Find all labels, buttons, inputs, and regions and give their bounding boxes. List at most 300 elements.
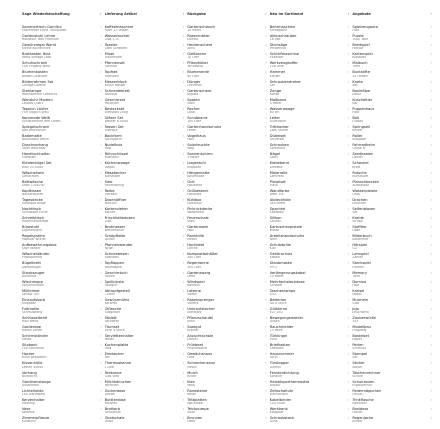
column-header[interactable] xyxy=(187,12,267,24)
list-item[interactable] xyxy=(352,60,432,69)
chevron-right-icon: › xyxy=(430,396,432,402)
list-item[interactable] xyxy=(187,124,267,133)
list-item[interactable] xyxy=(352,260,432,269)
list-item[interactable] xyxy=(187,133,267,142)
list-item[interactable] xyxy=(105,379,185,388)
list-item[interactable] xyxy=(187,160,267,169)
list-item[interactable] xyxy=(352,188,432,197)
list-item[interactable] xyxy=(352,379,432,388)
list-item-name: Hängematte xyxy=(187,170,210,175)
list-item[interactable] xyxy=(187,79,267,88)
list-item[interactable] xyxy=(352,179,432,188)
list-item[interactable] xyxy=(22,370,102,379)
list-item[interactable] xyxy=(187,279,267,288)
list-item[interactable] xyxy=(270,370,350,379)
list-item[interactable] xyxy=(105,415,185,424)
list-item[interactable] xyxy=(352,324,432,333)
list-item[interactable] xyxy=(270,142,350,151)
chevron-right-icon: › xyxy=(430,224,432,230)
list-item[interactable] xyxy=(187,233,267,242)
list-item[interactable] xyxy=(270,388,350,397)
list-item[interactable] xyxy=(22,297,102,306)
list-item-text xyxy=(270,34,297,42)
list-item[interactable] xyxy=(187,69,267,78)
list-item[interactable] xyxy=(187,115,267,124)
list-item[interactable] xyxy=(352,242,432,251)
list-item-subtitle: CD xyxy=(352,247,357,251)
list-item[interactable] xyxy=(187,142,267,151)
chevron-right-icon: › xyxy=(100,151,102,157)
list-item-text xyxy=(352,234,371,242)
list-item-name: Ball xyxy=(352,115,360,120)
list-item[interactable] xyxy=(187,306,267,315)
list-item[interactable] xyxy=(22,279,102,288)
list-item[interactable] xyxy=(187,388,267,397)
list-item[interactable] xyxy=(187,297,267,306)
list-item[interactable] xyxy=(270,97,350,106)
list-item[interactable] xyxy=(187,406,267,415)
list-item-subtitle: Bauernhof xyxy=(352,238,369,242)
list-item[interactable] xyxy=(22,179,102,188)
list-item[interactable] xyxy=(187,370,267,379)
list-item[interactable] xyxy=(105,115,185,124)
list-item-text xyxy=(187,343,207,351)
list-item[interactable] xyxy=(187,33,267,42)
list-item[interactable] xyxy=(105,333,185,342)
list-item[interactable] xyxy=(270,133,350,142)
list-item[interactable] xyxy=(22,224,102,233)
list-item[interactable] xyxy=(22,215,102,224)
list-item[interactable] xyxy=(352,124,432,133)
list-item[interactable] xyxy=(187,51,267,60)
list-item[interactable] xyxy=(270,206,350,215)
list-item-text xyxy=(187,398,207,406)
list-item[interactable] xyxy=(22,270,102,279)
column-header[interactable] xyxy=(22,12,102,24)
column-5 xyxy=(352,12,432,424)
list-item[interactable] xyxy=(270,124,350,133)
chevron-right-icon: › xyxy=(100,124,102,130)
list-item[interactable] xyxy=(352,69,432,78)
list-item[interactable] xyxy=(187,197,267,206)
list-item[interactable] xyxy=(22,42,102,51)
list-item[interactable] xyxy=(187,260,267,269)
list-item[interactable] xyxy=(22,233,102,242)
chevron-right-icon: › xyxy=(182,360,185,366)
list-item[interactable] xyxy=(22,170,102,179)
list-item[interactable] xyxy=(270,333,350,342)
list-item[interactable] xyxy=(352,160,432,169)
list-item-text xyxy=(22,52,51,60)
list-item[interactable] xyxy=(187,333,267,342)
list-item[interactable] xyxy=(352,133,432,142)
list-item[interactable] xyxy=(352,360,432,369)
list-item[interactable] xyxy=(105,188,185,197)
chevron-right-icon: › xyxy=(100,51,102,57)
chevron-right-icon: › xyxy=(100,315,102,320)
list-item[interactable] xyxy=(22,360,102,369)
list-item[interactable] xyxy=(22,379,102,388)
list-item[interactable] xyxy=(352,270,432,279)
list-item[interactable] xyxy=(187,179,267,188)
list-item-name: Bettwäsche xyxy=(22,179,43,184)
list-item[interactable] xyxy=(105,242,185,251)
column-header[interactable] xyxy=(105,12,185,24)
list-item[interactable] xyxy=(105,33,185,42)
list-item-subtitle: Sensor 30L xyxy=(22,292,40,296)
list-item[interactable] xyxy=(105,351,185,360)
list-item[interactable] xyxy=(22,351,102,360)
list-item[interactable] xyxy=(352,297,432,306)
list-item[interactable] xyxy=(22,415,102,424)
list-item[interactable] xyxy=(352,24,432,33)
list-item[interactable] xyxy=(352,415,432,424)
chevron-right-icon: › xyxy=(100,187,102,193)
list-item-text xyxy=(270,70,286,78)
list-item[interactable] xyxy=(105,388,185,397)
list-item[interactable] xyxy=(352,170,432,179)
list-item[interactable] xyxy=(270,260,350,269)
list-item-subtitle: Edelstahl 24tlg xyxy=(104,110,128,114)
list-item[interactable] xyxy=(105,151,185,160)
list-item[interactable] xyxy=(187,224,267,233)
list-item-subtitle: Schmuck xyxy=(352,347,367,351)
list-item[interactable] xyxy=(270,88,350,97)
column-header[interactable] xyxy=(270,12,350,24)
list-item[interactable] xyxy=(270,297,350,306)
list-item[interactable] xyxy=(352,142,432,151)
list-item[interactable] xyxy=(352,406,432,415)
list-item[interactable] xyxy=(105,142,185,151)
list-item[interactable] xyxy=(22,333,102,342)
list-item[interactable] xyxy=(187,188,267,197)
list-item[interactable] xyxy=(352,224,432,233)
list-item[interactable] xyxy=(352,115,432,124)
list-item-subtitle: Kleine Küchenhilfe xyxy=(22,47,51,51)
list-item[interactable] xyxy=(352,51,432,60)
list-item[interactable] xyxy=(352,79,432,88)
list-item-name: Stofftier xyxy=(352,225,367,230)
list-item[interactable] xyxy=(352,106,432,115)
list-item[interactable] xyxy=(187,170,267,179)
list-item[interactable] xyxy=(270,170,350,179)
list-item[interactable] xyxy=(187,342,267,351)
list-item[interactable] xyxy=(187,379,267,388)
list-item[interactable] xyxy=(352,151,432,160)
list-item-subtitle: Ausziehbar xyxy=(22,383,40,387)
chevron-right-icon: › xyxy=(182,278,185,284)
list-item[interactable] xyxy=(105,324,185,333)
list-item-text xyxy=(22,398,45,406)
list-item-subtitle: Klappbar xyxy=(352,138,367,142)
list-item[interactable] xyxy=(105,88,185,97)
list-item[interactable] xyxy=(352,215,432,224)
chevron-right-icon: › xyxy=(182,142,185,148)
list-item[interactable] xyxy=(105,224,185,233)
list-item[interactable] xyxy=(22,388,102,397)
list-item-text xyxy=(22,180,45,188)
list-item[interactable] xyxy=(105,179,185,188)
list-item[interactable] xyxy=(270,151,350,160)
list-item[interactable] xyxy=(22,397,102,406)
list-item[interactable] xyxy=(105,288,185,297)
list-item[interactable] xyxy=(22,406,102,415)
list-item-subtitle: Rund gepolstert xyxy=(22,356,47,360)
list-item[interactable] xyxy=(105,42,185,51)
list-item-text xyxy=(105,43,128,51)
list-item[interactable] xyxy=(105,106,185,115)
list-item-subtitle: Zahlen xyxy=(352,256,364,260)
list-item[interactable] xyxy=(187,360,267,369)
list-item[interactable] xyxy=(22,115,102,124)
list-item-subtitle: Holz xyxy=(187,138,194,142)
list-item[interactable] xyxy=(352,397,432,406)
list-item[interactable] xyxy=(270,233,350,242)
list-item[interactable] xyxy=(187,242,267,251)
list-item[interactable] xyxy=(187,415,267,424)
list-item-subtitle: Bambus xyxy=(187,283,200,287)
list-item-name: Leiter xyxy=(269,115,281,120)
list-item[interactable] xyxy=(22,288,102,297)
list-item[interactable] xyxy=(352,370,432,379)
list-item[interactable] xyxy=(187,215,267,224)
list-item[interactable] xyxy=(352,206,432,215)
list-item[interactable] xyxy=(105,279,185,288)
list-item[interactable] xyxy=(270,406,350,415)
list-item[interactable] xyxy=(270,360,350,369)
list-item[interactable] xyxy=(105,170,185,179)
list-item[interactable] xyxy=(22,106,102,115)
list-item-subtitle: Silikon xyxy=(104,238,115,242)
list-item[interactable] xyxy=(352,315,432,324)
list-item[interactable] xyxy=(352,306,432,315)
list-item[interactable] xyxy=(270,315,350,324)
list-item[interactable] xyxy=(105,215,185,224)
list-item[interactable] xyxy=(187,24,267,33)
list-item[interactable] xyxy=(270,179,350,188)
list-item[interactable] xyxy=(270,324,350,333)
list-item[interactable] xyxy=(105,133,185,142)
list-item[interactable] xyxy=(270,106,350,115)
list-item[interactable] xyxy=(270,397,350,406)
list-item[interactable] xyxy=(270,251,350,260)
list-item[interactable] xyxy=(187,42,267,51)
list-item[interactable] xyxy=(270,215,350,224)
list-item[interactable] xyxy=(352,279,432,288)
list-item[interactable] xyxy=(105,297,185,306)
chevron-right-icon: › xyxy=(100,105,102,111)
chevron-right-icon: › xyxy=(265,169,267,175)
list-item[interactable] xyxy=(105,342,185,351)
list-item[interactable] xyxy=(187,97,267,106)
list-item[interactable] xyxy=(270,33,350,42)
list-item[interactable] xyxy=(22,242,102,251)
list-item-subtitle: Textil waschbar xyxy=(22,147,46,151)
list-item[interactable] xyxy=(270,24,350,33)
list-item[interactable] xyxy=(187,151,267,160)
list-item-subtitle: Kinder xyxy=(352,420,363,424)
list-item-name: Domino xyxy=(352,279,367,284)
list-item[interactable] xyxy=(22,160,102,169)
list-item[interactable] xyxy=(22,97,102,106)
list-item[interactable] xyxy=(270,79,350,88)
list-item-subtitle: Baumwolle weich xyxy=(22,138,49,142)
list-item[interactable] xyxy=(105,360,185,369)
list-item[interactable] xyxy=(187,60,267,69)
list-item[interactable] xyxy=(187,251,267,260)
list-item-name: Rührschüssel xyxy=(104,152,129,157)
list-item[interactable] xyxy=(270,197,350,206)
list-item[interactable] xyxy=(187,88,267,97)
list-item[interactable] xyxy=(105,251,185,260)
list-item[interactable] xyxy=(187,351,267,360)
list-item[interactable] xyxy=(352,288,432,297)
list-item[interactable] xyxy=(270,115,350,124)
list-item[interactable] xyxy=(22,60,102,69)
list-item-subtitle: Fußball xyxy=(352,120,364,124)
chevron-right-icon: › xyxy=(347,78,350,84)
chevron-right-icon: › xyxy=(265,33,267,39)
list-item[interactable] xyxy=(352,351,432,360)
list-item[interactable] xyxy=(270,306,350,315)
list-item[interactable] xyxy=(105,97,185,106)
list-item[interactable] xyxy=(270,351,350,360)
list-item[interactable] xyxy=(270,342,350,351)
list-item-name: Zauberwürfel xyxy=(352,316,377,320)
chevron-right-icon: › xyxy=(182,133,185,139)
list-item[interactable] xyxy=(270,224,350,233)
list-item[interactable] xyxy=(270,270,350,279)
list-item-subtitle: 4x5 Meter xyxy=(269,201,286,205)
list-item[interactable] xyxy=(22,24,102,33)
list-item[interactable] xyxy=(352,42,432,51)
list-item[interactable] xyxy=(105,370,185,379)
list-item[interactable] xyxy=(105,260,185,269)
column-header[interactable] xyxy=(352,12,432,24)
list-item[interactable] xyxy=(270,69,350,78)
list-item[interactable] xyxy=(22,206,102,215)
list-item[interactable] xyxy=(270,51,350,60)
list-item-name: Steckspiel xyxy=(352,261,371,266)
list-item[interactable] xyxy=(352,197,432,206)
list-item[interactable] xyxy=(22,306,102,315)
list-item-name: Rasensprenger xyxy=(187,297,215,302)
list-item[interactable] xyxy=(352,33,432,42)
chevron-right-icon: › xyxy=(347,305,350,311)
list-item[interactable] xyxy=(105,197,185,206)
chevron-right-icon: › xyxy=(347,242,350,248)
list-item[interactable] xyxy=(187,324,267,333)
list-item[interactable] xyxy=(22,197,102,206)
list-item[interactable] xyxy=(22,188,102,197)
list-item[interactable] xyxy=(105,60,185,69)
list-item-name: Drachen xyxy=(352,197,368,202)
list-item[interactable] xyxy=(352,388,432,397)
list-item[interactable] xyxy=(187,288,267,297)
list-item[interactable] xyxy=(187,106,267,115)
list-item[interactable] xyxy=(105,397,185,406)
list-item[interactable] xyxy=(187,270,267,279)
list-item[interactable] xyxy=(352,88,432,97)
list-item-name: Rankhilfe xyxy=(187,234,204,239)
list-item[interactable] xyxy=(105,124,185,133)
list-item[interactable] xyxy=(270,188,350,197)
list-item-name: Spaten xyxy=(187,97,200,102)
list-item-subtitle: Steingut xyxy=(104,129,118,133)
list-item[interactable] xyxy=(352,342,432,351)
list-item[interactable] xyxy=(105,270,185,279)
list-item[interactable] xyxy=(22,151,102,160)
list-item[interactable] xyxy=(22,79,102,88)
list-item[interactable] xyxy=(270,60,350,69)
list-item[interactable] xyxy=(105,24,185,33)
list-item[interactable] xyxy=(105,69,185,78)
list-item[interactable] xyxy=(22,33,102,42)
list-item[interactable] xyxy=(352,333,432,342)
list-item[interactable] xyxy=(270,242,350,251)
list-item[interactable] xyxy=(105,233,185,242)
list-item-subtitle: 60 cm xyxy=(269,110,280,114)
list-item[interactable] xyxy=(22,133,102,142)
list-item[interactable] xyxy=(105,306,185,315)
list-item[interactable] xyxy=(352,251,432,260)
list-item-text xyxy=(105,234,126,242)
list-item-subtitle: Schlafzimmer drei Laden xyxy=(22,120,61,124)
list-item[interactable] xyxy=(22,251,102,260)
list-item-text xyxy=(22,207,48,215)
list-item[interactable] xyxy=(270,160,350,169)
list-item[interactable] xyxy=(22,342,102,351)
list-item-name: Kopfkissen xyxy=(22,188,42,193)
list-item[interactable] xyxy=(105,206,185,215)
list-item-name: Staubmaske xyxy=(269,261,292,266)
list-item[interactable] xyxy=(270,379,350,388)
list-item-name: Türklingel xyxy=(269,334,288,339)
list-item-text xyxy=(105,34,130,42)
list-item-text xyxy=(22,271,45,279)
chevron-right-icon: › xyxy=(100,87,102,93)
list-item[interactable] xyxy=(270,42,350,51)
list-item[interactable] xyxy=(22,69,102,78)
list-item[interactable] xyxy=(22,324,102,333)
list-item-text xyxy=(352,352,367,360)
list-item[interactable] xyxy=(105,406,185,415)
list-item[interactable] xyxy=(105,315,185,324)
chevron-right-icon: › xyxy=(100,296,102,302)
list-item[interactable] xyxy=(22,260,102,269)
chevron-right-icon: › xyxy=(182,60,185,66)
list-item-name: Bastelset xyxy=(352,334,370,339)
list-item-name: Kissenhülle xyxy=(22,361,43,366)
list-item[interactable] xyxy=(22,88,102,97)
list-item[interactable] xyxy=(270,279,350,288)
list-item[interactable] xyxy=(187,315,267,324)
list-item[interactable] xyxy=(22,315,102,324)
list-item-text xyxy=(270,389,294,397)
list-item[interactable] xyxy=(105,79,185,88)
list-item[interactable] xyxy=(22,51,102,60)
list-item[interactable] xyxy=(352,97,432,106)
list-item[interactable] xyxy=(105,51,185,60)
list-item[interactable] xyxy=(187,397,267,406)
list-item[interactable] xyxy=(22,142,102,151)
list-item[interactable] xyxy=(187,206,267,215)
list-item[interactable] xyxy=(270,415,350,424)
list-item[interactable] xyxy=(352,233,432,242)
list-item[interactable] xyxy=(105,160,185,169)
list-item[interactable] xyxy=(270,288,350,297)
list-item[interactable] xyxy=(22,124,102,133)
